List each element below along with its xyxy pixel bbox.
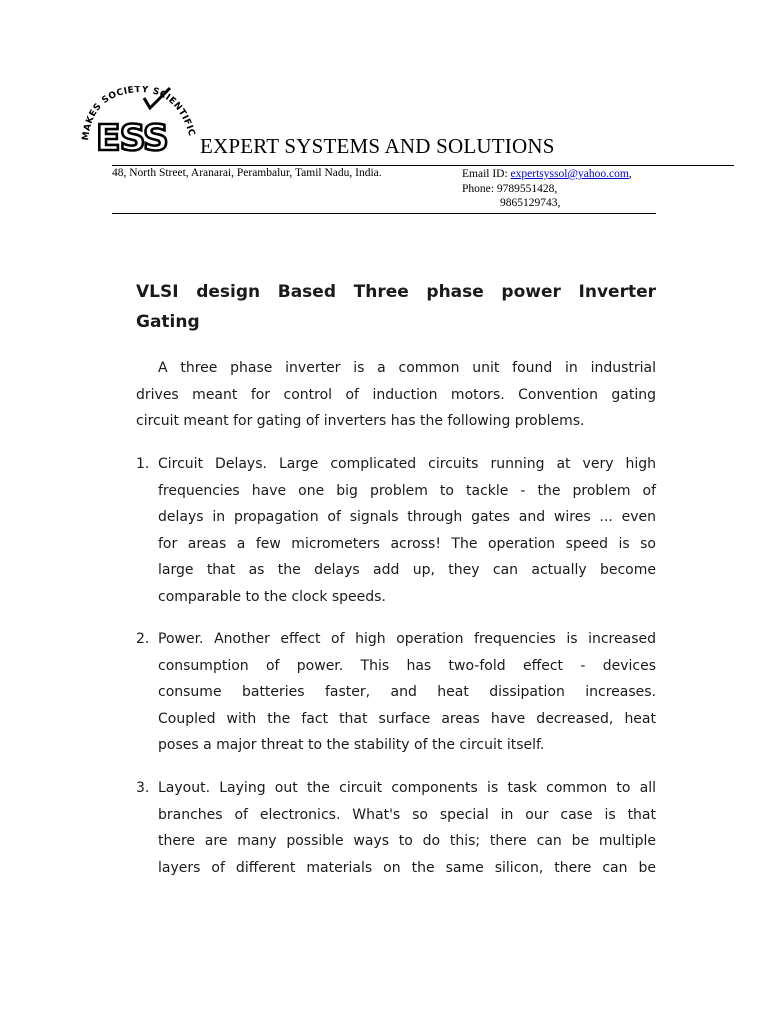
phone-line-2: 9865129743, (500, 197, 561, 209)
list-number: 1. (136, 456, 150, 472)
contact-block (462, 167, 632, 211)
header-divider-top (112, 165, 734, 166)
company-address: 48, North Street, Aranarai, Perambalur, Tamil Nadu, India. (112, 167, 382, 179)
text-line: Coupled with the fact that surface areas have decreased, heat (158, 710, 656, 727)
list-item (136, 775, 656, 881)
text-line: branches of electronics. What's so special in our case is that (158, 806, 656, 823)
email-suffix: , (628, 168, 632, 180)
text-line: delays in propagation of signals through gates and wires ... even (158, 509, 656, 525)
list-item (136, 626, 656, 759)
logo-letters: ESS (96, 118, 168, 158)
text-line: there are many possible ways to do this; there can be multiple (158, 833, 656, 849)
email-line (462, 167, 632, 182)
phone-line: Phone: 9789551428, (462, 182, 558, 195)
text-line: Circuit Delays. Large complicated circuits running at very high (158, 456, 656, 472)
company-name: EXPERT SYSTEMS AND SOLUTIONS (200, 134, 555, 158)
text-line: poses a major threat to the stability of the circuit itself. (158, 737, 545, 753)
text-line: circuit meant for gating of inverters has the following problems. (136, 413, 585, 429)
text-line: frequencies have one big problem to tackle - the problem of (158, 482, 656, 499)
text-line: layers of different materials on the same silicon, there can be (158, 859, 656, 876)
document-title (136, 277, 656, 337)
email-link[interactable]: expertsyssol@yahoo.com (510, 168, 629, 180)
text-line: large that as the delays add up, they can actually become (158, 562, 656, 578)
text-line: consume batteries faster, and heat dissipation increases. (158, 684, 656, 700)
list-item (136, 451, 656, 610)
header-divider-bottom (112, 213, 656, 214)
title-line: Gating (136, 312, 200, 332)
text-line: comparable to the clock speeds. (158, 588, 386, 605)
company-logo (78, 86, 196, 158)
title-line: VLSI design Based Three phase power Inverter (136, 282, 656, 302)
text-line: for areas a few micrometers across! The operation speed is so (158, 535, 656, 552)
email-label: Email ID: (462, 168, 511, 180)
list-number: 3. (136, 780, 150, 796)
intro-paragraph (136, 355, 656, 435)
list-number: 2. (136, 631, 150, 647)
text-line: consumption of power. This has two-fold effect - devices (158, 657, 656, 674)
text-line: drives meant for control of induction motors. Convention gating (136, 386, 656, 403)
text-line: Layout. Laying out the circuit components is task common to all (158, 780, 656, 796)
text-line: Power. Another effect of high operation frequencies is increased (158, 631, 656, 647)
ess-logo-graphic (78, 86, 196, 158)
logo-arc-text: MAKES SOCIETY SCIENTIFIC (81, 86, 196, 142)
text-line: A three phase inverter is a common unit found in industrial (158, 360, 656, 376)
